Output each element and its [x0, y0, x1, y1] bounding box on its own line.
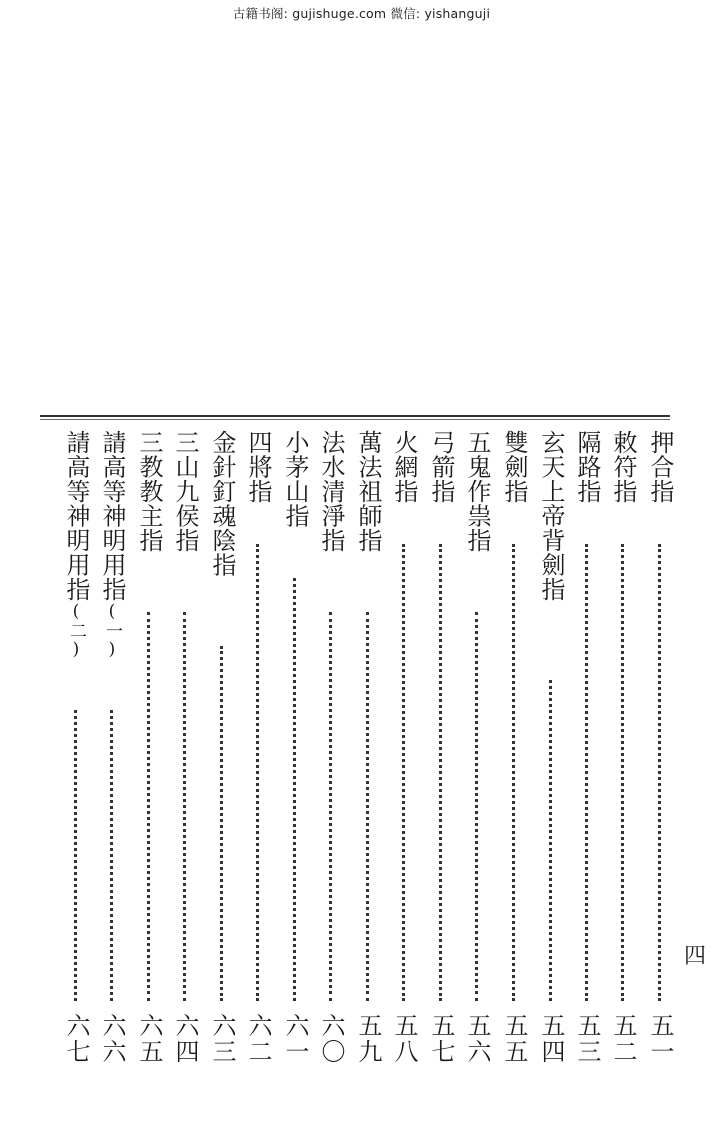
entry-page-number: 五八 [390, 1013, 418, 1065]
entry-title: 法水清淨指 [317, 430, 345, 553]
dot-leader [220, 646, 223, 1001]
dot-leader [366, 612, 369, 1001]
entry-title: 金針釘魂陰指 [208, 430, 236, 577]
toc-entry[interactable] [643, 430, 677, 1090]
dot-leader [293, 578, 296, 1001]
entry-title: 雙劍指 [500, 430, 528, 504]
entry-page-number: 六二 [244, 1013, 272, 1065]
toc-entry[interactable] [314, 430, 348, 1090]
entry-title [95, 430, 129, 660]
entry-title: 三山九侯指 [171, 430, 199, 553]
entry-title: 玄天上帝背劍指 [537, 430, 565, 602]
entry-page-number: 六七 [62, 1013, 90, 1065]
entry-page-number: 六四 [171, 1013, 199, 1065]
toc-entry[interactable] [424, 430, 458, 1090]
entry-title-main: 請高等神明用指 [62, 430, 90, 602]
entry-title: 敕符指 [609, 430, 637, 504]
entry-page-number: 六五 [135, 1013, 163, 1065]
entry-title: 小茅山指 [281, 430, 309, 528]
dot-leader [549, 680, 552, 1001]
entry-page-number: 五六 [463, 1013, 491, 1065]
entry-title: 押合指 [646, 430, 674, 504]
dot-leader [512, 544, 515, 1001]
dot-leader [439, 544, 442, 1001]
toc-entry[interactable] [606, 430, 640, 1090]
dot-leader [585, 544, 588, 1001]
dot-leader [621, 544, 624, 1001]
toc-entry[interactable] [205, 430, 239, 1090]
dot-leader [256, 544, 259, 1001]
entry-title [59, 430, 93, 660]
entry-title: 三教教主指 [135, 430, 163, 553]
toc-entry[interactable] [168, 430, 202, 1090]
page-folio-number: 四 [684, 944, 707, 969]
entry-page-number: 六六 [98, 1013, 126, 1065]
entry-page-number: 六〇 [317, 1013, 345, 1065]
dot-leader [658, 544, 661, 1001]
toc-entry[interactable] [387, 430, 421, 1090]
dot-leader [402, 544, 405, 1001]
entry-title: 隔路指 [573, 430, 601, 504]
toc-entry[interactable] [278, 430, 312, 1090]
entry-title-part: (二) [66, 601, 86, 660]
dot-leader [475, 612, 478, 1001]
entry-title: 弓箭指 [427, 430, 455, 504]
toc-entry[interactable] [95, 430, 129, 1090]
entry-page-number: 五四 [537, 1013, 565, 1065]
watermark-text: 古籍书阁: gujishuge.com 微信: yishanguji [232, 6, 491, 21]
entry-title-part: (一) [102, 601, 122, 660]
dot-leader [74, 710, 77, 1001]
toc-entry[interactable] [132, 430, 166, 1090]
entry-title: 四將指 [244, 430, 272, 504]
entry-title-main: 請高等神明用指 [98, 430, 126, 602]
entry-page-number: 五七 [427, 1013, 455, 1065]
toc-entry[interactable] [351, 430, 385, 1090]
dot-leader [110, 710, 113, 1001]
entry-page-number: 五二 [609, 1013, 637, 1065]
entry-page-number: 五九 [354, 1013, 382, 1065]
entry-page-number: 六一 [281, 1013, 309, 1065]
entry-page-number: 五一 [646, 1013, 674, 1065]
toc-entry[interactable] [59, 430, 93, 1090]
entry-title: 火網指 [390, 430, 418, 504]
toc-entry[interactable] [460, 430, 494, 1090]
dot-leader [329, 612, 332, 1001]
toc-entry[interactable] [570, 430, 604, 1090]
entry-page-number: 五五 [500, 1013, 528, 1065]
toc-entry[interactable] [241, 430, 275, 1090]
dot-leader [147, 612, 150, 1001]
entry-title: 五鬼作祟指 [463, 430, 491, 553]
dot-leader [183, 612, 186, 1001]
entry-page-number: 五三 [573, 1013, 601, 1065]
toc-entry[interactable] [534, 430, 568, 1090]
entry-page-number: 六三 [208, 1013, 236, 1065]
entry-title: 萬法祖師指 [354, 430, 382, 553]
toc-entry[interactable] [497, 430, 531, 1090]
